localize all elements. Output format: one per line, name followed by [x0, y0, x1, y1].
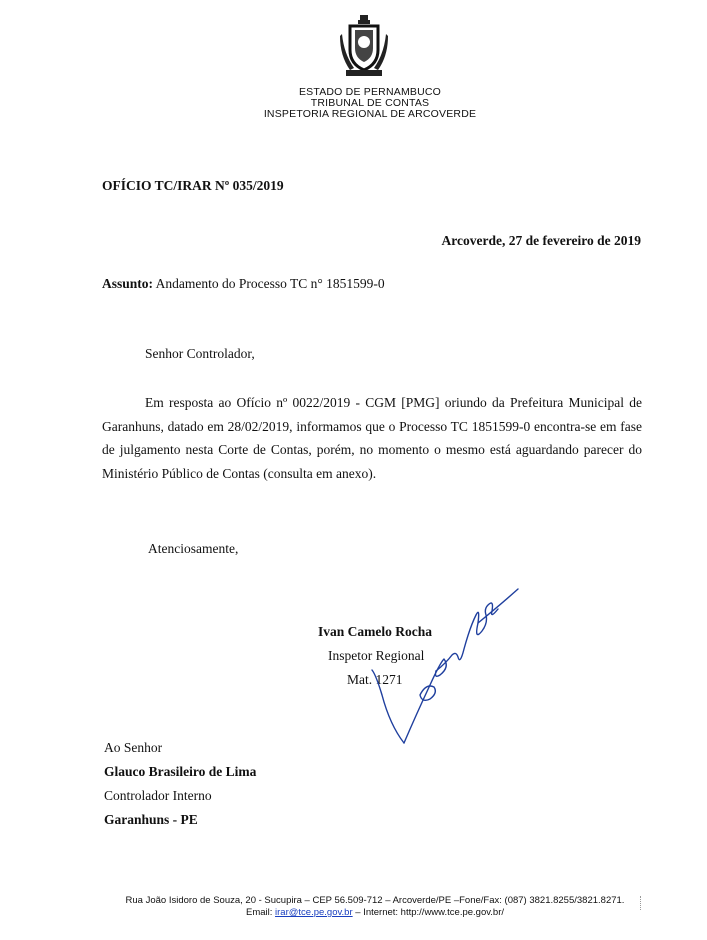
coat-of-arms-seal-icon — [340, 14, 388, 78]
addressee-greeting: Ao Senhor — [104, 740, 163, 755]
addressee-city: Garanhuns - PE — [104, 812, 198, 827]
scan-edge-divider — [640, 896, 644, 910]
header-court: TRIBUNAL DE CONTAS — [310, 97, 430, 109]
letter-reference: OFÍCIO TC/IRAR Nº 035/2019 — [102, 178, 284, 193]
footer-email-label: Email: — [245, 907, 273, 918]
addressee-name: Glauco Brasileiro de Lima — [104, 764, 257, 779]
subject-text: Andamento do Processo TC n° 1851599-0 — [155, 276, 385, 291]
header-state: ESTADO DE PERNAMBUCO — [298, 86, 442, 98]
letter-body: Em resposta ao Ofício nº 0022/2019 - CGM [PMG] oriundo da Prefeitura Municipal de Garanhuns, datado em 28/02/2019, informamos que o Processo TC 1851599-0 encontra-se em fase de julgamento nesta Corte de Contas, porém, no momento o mesmo está aguardando parecer do Ministério Público de Contas (consulta em anexo). — [102, 395, 642, 481]
subject-label: Assunto: — [102, 276, 154, 291]
footer-address: Rua João Isidoro de Souza, 20 - Sucupira – CEP 56.509-712 – Arcoverde/PE –Fone/Fax: (087) 3821.8255/3821.8271. — [125, 895, 625, 906]
footer-contact — [60, 907, 690, 919]
signatory-role: Inspetor Regional — [328, 648, 425, 663]
footer-internet: – Internet: http://www.tce.pe.gov.br/ — [352, 907, 504, 918]
salutation: Senhor Controlador, — [145, 346, 255, 361]
letter-subject — [102, 276, 385, 292]
header-office: INSPETORIA REGIONAL DE ARCOVERDE — [263, 108, 477, 120]
handwritten-signature — [360, 575, 530, 750]
signatory-registration: Mat. 1271 — [347, 672, 403, 687]
signatory-name: Ivan Camelo Rocha — [318, 624, 432, 639]
closing: Atenciosamente, — [148, 541, 239, 556]
footer-email-link[interactable]: irar@tce.pe.gov.br — [275, 907, 353, 918]
letter-date: Arcoverde, 27 de fevereiro de 2019 — [441, 233, 641, 248]
addressee-title: Controlador Interno — [104, 788, 212, 803]
